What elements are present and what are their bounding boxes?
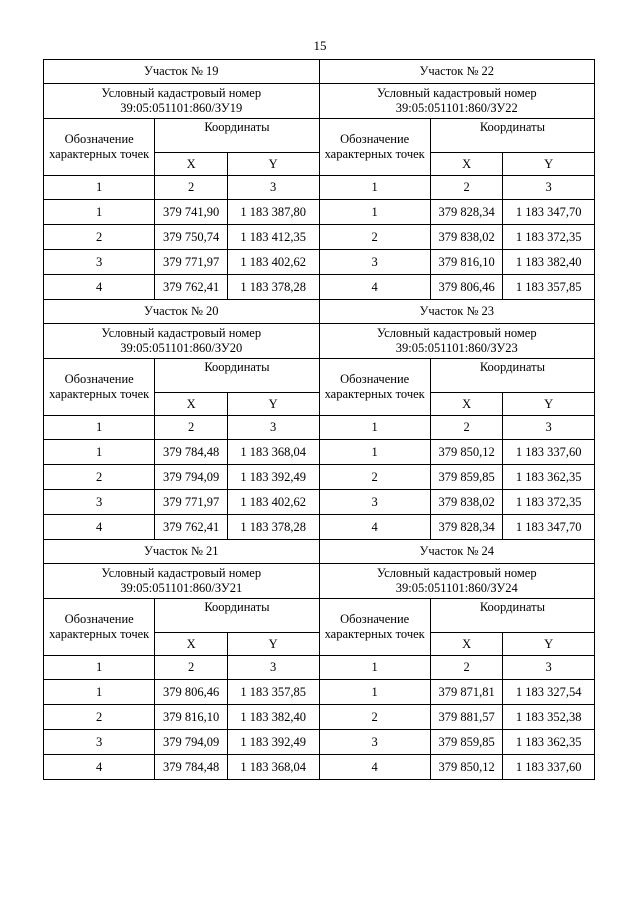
plot-table: [44, 300, 319, 539]
y-value: 1 183 362,35: [503, 730, 594, 755]
x-value: 379 806,46: [155, 680, 228, 705]
y-value: 1 183 402,62: [227, 250, 318, 275]
point-number: 4: [320, 515, 431, 540]
cadastral-number-cell: [320, 84, 595, 119]
plot-title: Участок № 23: [320, 300, 595, 324]
column-number: 3: [227, 656, 318, 680]
plot-row: [44, 60, 595, 300]
table-row: [320, 275, 595, 300]
column-number: 1: [44, 176, 155, 200]
column-number: 3: [503, 176, 594, 200]
plot-title: Участок № 20: [44, 300, 319, 324]
x-value: 379 828,34: [430, 200, 503, 225]
x-value: 379 762,41: [155, 275, 228, 300]
designation-header: Обозначение характерных точек: [44, 359, 155, 416]
table-row: [44, 705, 319, 730]
point-number: 1: [44, 680, 155, 705]
column-number: 3: [227, 416, 318, 440]
x-value: 379 794,09: [155, 730, 228, 755]
x-value: 379 806,46: [430, 275, 503, 300]
y-value: 1 183 327,54: [503, 680, 594, 705]
designation-header: Обозначение характерных точек: [44, 119, 155, 176]
plot-cell: [44, 60, 320, 300]
point-number: 1: [320, 680, 431, 705]
x-value: 379 816,10: [430, 250, 503, 275]
x-value: 379 771,97: [155, 250, 228, 275]
table-row: [320, 705, 595, 730]
point-number: 3: [44, 490, 155, 515]
y-value: 1 183 378,28: [227, 275, 318, 300]
y-value: 1 183 412,35: [227, 225, 318, 250]
x-value: 379 838,02: [430, 225, 503, 250]
table-row: [320, 490, 595, 515]
column-number: 1: [44, 656, 155, 680]
designation-header: Обозначение характерных точек: [320, 119, 431, 176]
designation-header: Обозначение характерных точек: [320, 599, 431, 656]
x-value: 379 850,12: [430, 440, 503, 465]
x-value: 379 816,10: [155, 705, 228, 730]
plot-row: [44, 540, 595, 780]
y-value: 1 183 372,35: [503, 490, 594, 515]
table-row: [320, 250, 595, 275]
column-number: 3: [227, 176, 318, 200]
table-row: [44, 440, 319, 465]
y-header: Y: [227, 633, 318, 656]
table-row: [44, 515, 319, 540]
table-row: [320, 465, 595, 490]
y-header: Y: [227, 153, 318, 176]
plot-row: [44, 300, 595, 540]
plot-cell: [44, 540, 320, 780]
column-number: 1: [44, 416, 155, 440]
table-row: [320, 225, 595, 250]
designation-header: Обозначение характерных точек: [320, 359, 431, 416]
y-value: 1 183 372,35: [503, 225, 594, 250]
point-number: 4: [44, 515, 155, 540]
coordinates-header: Координаты: [155, 119, 319, 153]
y-value: 1 183 337,60: [503, 440, 594, 465]
plot-cell: [319, 60, 595, 300]
point-number: 2: [44, 225, 155, 250]
point-number: 1: [44, 200, 155, 225]
cadastral-number: 39:05:051101:860/ЗУ19: [120, 101, 243, 115]
cadastral-label: Условный кадастровый номер: [376, 86, 537, 100]
plot-table: [44, 60, 319, 299]
plot-title: Участок № 22: [320, 60, 595, 84]
plot-table: [44, 540, 319, 779]
x-value: 379 784,48: [155, 440, 228, 465]
table-row: [320, 200, 595, 225]
x-value: 379 794,09: [155, 465, 228, 490]
point-number: 4: [44, 275, 155, 300]
y-value: 1 183 392,49: [227, 465, 318, 490]
table-row: [44, 490, 319, 515]
y-header: Y: [503, 633, 594, 656]
table-row: [44, 680, 319, 705]
y-value: 1 183 357,85: [503, 275, 594, 300]
cadastral-number-cell: [320, 564, 595, 599]
table-row: [320, 755, 595, 780]
cadastral-label: Условный кадастровый номер: [376, 326, 537, 340]
point-number: 3: [320, 250, 431, 275]
plot-cell: [319, 540, 595, 780]
y-value: 1 183 347,70: [503, 200, 594, 225]
x-header: X: [430, 153, 503, 176]
coordinates-table: [43, 59, 595, 780]
column-number: 2: [430, 176, 503, 200]
column-number: 2: [430, 416, 503, 440]
cadastral-number: 39:05:051101:860/ЗУ24: [395, 581, 518, 595]
x-value: 379 784,48: [155, 755, 228, 780]
y-value: 1 183 392,49: [227, 730, 318, 755]
point-number: 1: [320, 200, 431, 225]
x-value: 379 859,85: [430, 465, 503, 490]
x-value: 379 881,57: [430, 705, 503, 730]
point-number: 3: [44, 730, 155, 755]
y-value: 1 183 378,28: [227, 515, 318, 540]
point-number: 2: [320, 225, 431, 250]
plot-title: Участок № 21: [44, 540, 319, 564]
column-number: 1: [320, 416, 431, 440]
plot-table: [320, 540, 595, 779]
point-number: 4: [44, 755, 155, 780]
point-number: 2: [320, 465, 431, 490]
table-row: [320, 515, 595, 540]
plot-cell: [44, 300, 320, 540]
point-number: 1: [44, 440, 155, 465]
x-value: 379 838,02: [430, 490, 503, 515]
column-number: 1: [320, 656, 431, 680]
table-row: [320, 440, 595, 465]
cadastral-number: 39:05:051101:860/ЗУ21: [120, 581, 243, 595]
y-value: 1 183 352,38: [503, 705, 594, 730]
y-header: Y: [503, 153, 594, 176]
y-header: Y: [503, 393, 594, 416]
y-value: 1 183 368,04: [227, 755, 318, 780]
point-number: 1: [320, 440, 431, 465]
x-value: 379 828,34: [430, 515, 503, 540]
cadastral-number-cell: [44, 324, 319, 359]
table-row: [320, 730, 595, 755]
table-row: [44, 275, 319, 300]
y-value: 1 183 357,85: [227, 680, 318, 705]
column-number: 1: [320, 176, 431, 200]
cadastral-label: Условный кадастровый номер: [376, 566, 537, 580]
cadastral-number: 39:05:051101:860/ЗУ23: [395, 341, 518, 355]
point-number: 4: [320, 755, 431, 780]
plot-title: Участок № 24: [320, 540, 595, 564]
y-value: 1 183 362,35: [503, 465, 594, 490]
y-value: 1 183 337,60: [503, 755, 594, 780]
plot-title: Участок № 19: [44, 60, 319, 84]
y-value: 1 183 347,70: [503, 515, 594, 540]
point-number: 3: [44, 250, 155, 275]
column-number: 2: [430, 656, 503, 680]
x-value: 379 771,97: [155, 490, 228, 515]
table-row: [44, 250, 319, 275]
cadastral-number: 39:05:051101:860/ЗУ22: [395, 101, 518, 115]
plot-cell: [319, 300, 595, 540]
coordinates-header: Координаты: [430, 119, 594, 153]
cadastral-label: Условный кадастровый номер: [101, 566, 262, 580]
plot-table: [320, 60, 595, 299]
x-header: X: [430, 633, 503, 656]
y-value: 1 183 382,40: [227, 705, 318, 730]
table-row: [320, 680, 595, 705]
y-value: 1 183 402,62: [227, 490, 318, 515]
cadastral-number-cell: [44, 564, 319, 599]
table-row: [44, 755, 319, 780]
point-number: 3: [320, 730, 431, 755]
y-header: Y: [227, 393, 318, 416]
table-row: [44, 730, 319, 755]
point-number: 3: [320, 490, 431, 515]
cadastral-number-cell: [320, 324, 595, 359]
cadastral-label: Условный кадастровый номер: [101, 86, 262, 100]
x-header: X: [155, 393, 228, 416]
point-number: 2: [320, 705, 431, 730]
x-value: 379 741,90: [155, 200, 228, 225]
x-value: 379 850,12: [430, 755, 503, 780]
point-number: 2: [44, 705, 155, 730]
point-number: 4: [320, 275, 431, 300]
coordinates-header: Координаты: [430, 359, 594, 393]
column-number: 3: [503, 656, 594, 680]
x-value: 379 859,85: [430, 730, 503, 755]
coordinates-header: Координаты: [430, 599, 594, 633]
column-number: 2: [155, 176, 228, 200]
plot-table: [320, 300, 595, 539]
x-header: X: [430, 393, 503, 416]
cadastral-label: Условный кадастровый номер: [101, 326, 262, 340]
x-value: 379 871,81: [430, 680, 503, 705]
column-number: 2: [155, 416, 228, 440]
cadastral-number-cell: [44, 84, 319, 119]
y-value: 1 183 382,40: [503, 250, 594, 275]
page-number: 15: [313, 38, 327, 53]
point-number: 2: [44, 465, 155, 490]
column-number: 2: [155, 656, 228, 680]
table-row: [44, 225, 319, 250]
coordinates-header: Координаты: [155, 359, 319, 393]
y-value: 1 183 368,04: [227, 440, 318, 465]
cadastral-number: 39:05:051101:860/ЗУ20: [120, 341, 243, 355]
table-row: [44, 465, 319, 490]
designation-header: Обозначение характерных точек: [44, 599, 155, 656]
x-header: X: [155, 633, 228, 656]
x-value: 379 762,41: [155, 515, 228, 540]
y-value: 1 183 387,80: [227, 200, 318, 225]
x-header: X: [155, 153, 228, 176]
coordinates-header: Координаты: [155, 599, 319, 633]
x-value: 379 750,74: [155, 225, 228, 250]
column-number: 3: [503, 416, 594, 440]
table-row: [44, 200, 319, 225]
